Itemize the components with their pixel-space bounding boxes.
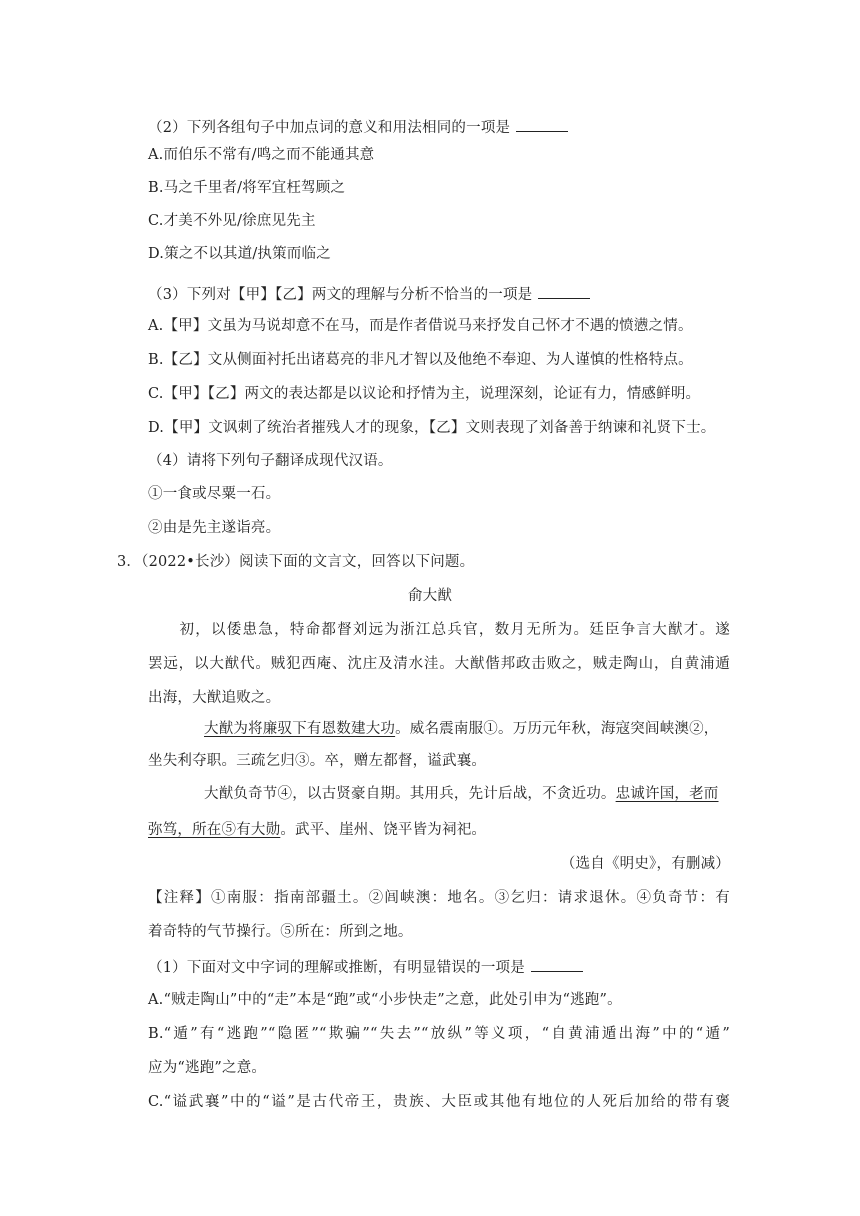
passage-line: 罢远，以大猷代。贼犯西庵、沈庄及清水洼。大猷偕邦政击败之，贼走陶山，自黄浦遁 [148,656,730,672]
q3-option-a: A.【甲】文虽为马说却意不在马，而是作者借说马来抒发自己怀才不遇的愤懑之情。 [148,318,693,334]
q4-item-1: ①一食或尽粟一石。 [148,486,281,502]
q3-option-b: B.【乙】文从侧面衬托出诸葛亮的非凡才智以及他绝不奉迎、为人谨慎的性格特点。 [148,352,693,368]
q3-option-c: C.【甲】【乙】两文的表达都是以议论和抒情为主，说理深刻，论证有力，情感鲜明。 [148,386,701,402]
q2-option-b: B.马之千里者/将军宜枉驾顾之 [148,180,346,196]
underlined-sentence: 忠诚许国，老而 [615,786,719,802]
p3-q1-stem: （1）下面对文中字词的理解或推断，有明显错误的一项是 [148,957,583,978]
passage-title: 俞大猷 [407,588,453,604]
passage-line: 大猷为将廉驭下有恩数建大功。威名震南服①。万历元年秋，海寇突闾峡澳②， [204,721,719,737]
problem-3-heading: 3．（2022•长沙）阅读下面的文言文，回答以下问题。 [117,554,475,570]
q3-stem: （3）下列对【甲】【乙】两文的理解与分析不恰当的一项是 [148,284,590,305]
q2-option-a: A.而伯乐不常有/鸣之而不能通其意 [148,147,375,163]
answer-blank [538,284,590,299]
passage-source: （选自《明史》，有删减） [560,856,730,872]
q4-item-2: ②由是先主遂诣亮。 [148,520,281,536]
q2-option-c: C.才美不外见/徐庶见先主 [148,213,316,229]
answer-blank [531,957,583,972]
p3-q1-option-a: A.“贼走陶山”中的“走”本是“跑”或“小步快走”之意，此处引申为“逃跑”。 [148,992,622,1008]
underlined-sentence: 大猷为将廉驭下有恩数建大功 [204,721,396,737]
passage-line: 初，以倭患急，特命都督刘远为浙江总兵官，数月无所为。廷臣争言大猷才。遂 [148,622,730,638]
p3-q1-option-c: C.“谥武襄”中的“谥”是古代帝王，贵族、大臣或其他有地位的人死后加给的带有褒 [148,1094,730,1110]
p3-q1-option-b: B.“遁”有“逃跑”“隐匿”“欺骗”“失去”“放纵”等义项，“自黄浦遁出海”中的“遁” [148,1026,730,1042]
passage-line: 出海，大猷追败之。 [148,690,281,706]
q2-option-d: D.策之不以其道/执策而临之 [148,246,331,262]
q4-stem: （4）请将下列句子翻译成现代汉语。 [148,453,393,469]
passage-line: 弥笃，所在⑤有大勋。武平、崖州、饶平皆为祠祀。 [148,822,487,838]
p3-q1-option-b-cont: 应为“逃跑”之意。 [148,1060,267,1076]
passage-line: 坐失利夺职。三疏乞归③。卒，赠左都督，谥武襄。 [148,753,487,769]
answer-blank [516,117,568,132]
q3-option-d: D.【甲】文讽刺了统治者摧残人才的现象，【乙】文则表现了刘备善于纳谏和礼贤下士。 [148,420,716,436]
q2-stem: （2）下列各组句子中加点词的意义和用法相同的一项是 [148,117,568,138]
passage-line: 大猷负奇节④，以古贤豪自期。其用兵，先计后战，不贪近功。忠诚许国，老而 [204,786,719,802]
annotation-line: 【注释】①南服：指南部疆土。②闾峡澳：地名。③乞归：请求退休。④负奇节：有 [148,890,730,906]
underlined-sentence: 弥笃，所在⑤有大勋 [148,822,281,838]
annotation-line: 着奇特的气节操行。⑤所在：所到之地。 [148,924,413,940]
